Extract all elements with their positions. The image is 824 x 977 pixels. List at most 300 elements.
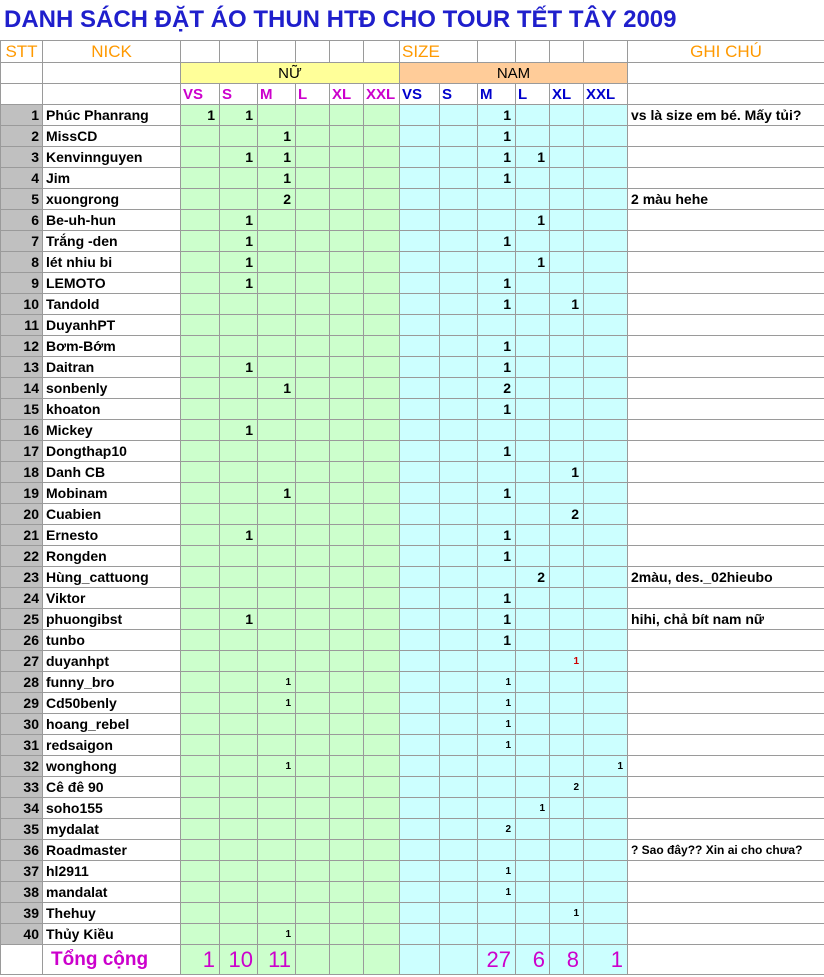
qty-nu-s — [220, 168, 258, 189]
qty-nu-vs — [181, 126, 220, 147]
note-cell — [628, 273, 824, 294]
qty-nu-m — [258, 210, 296, 231]
qty-nu-l — [296, 546, 330, 567]
qty-nu-s — [220, 630, 258, 651]
nick-cell: Thehuy — [43, 903, 181, 924]
table-row — [1, 903, 824, 924]
qty-nam-xxl — [584, 168, 628, 189]
qty-nam-l — [516, 504, 550, 525]
qty-nu-l — [296, 882, 330, 903]
qty-nu-xl — [330, 252, 364, 273]
nick-cell: Cuabien — [43, 504, 181, 525]
nick-cell: Trắng -den — [43, 231, 181, 252]
qty-nam-xl — [550, 105, 584, 126]
row-number: 29 — [1, 693, 43, 714]
qty-nam-vs — [400, 777, 440, 798]
nick-cell: Hùng_cattuong — [43, 567, 181, 588]
qty-nam-s — [440, 504, 478, 525]
qty-nam-vs — [400, 294, 440, 315]
qty-nam-xxl — [584, 357, 628, 378]
qty-nam-xxl — [584, 462, 628, 483]
qty-nu-s — [220, 861, 258, 882]
qty-nu-s — [220, 441, 258, 462]
qty-nam-s — [440, 714, 478, 735]
qty-nu-l — [296, 504, 330, 525]
qty-nu-l — [296, 840, 330, 861]
nu-header: NỮ — [181, 63, 400, 84]
nick-cell: Phúc Phanrang — [43, 105, 181, 126]
row-number: 30 — [1, 714, 43, 735]
qty-nu-s: 1 — [220, 105, 258, 126]
qty-nu-m — [258, 357, 296, 378]
note-cell — [628, 420, 824, 441]
qty-nam-vs — [400, 504, 440, 525]
row-number: 22 — [1, 546, 43, 567]
qty-nam-vs — [400, 420, 440, 441]
qty-nu-s — [220, 126, 258, 147]
qty-nam-m — [478, 462, 516, 483]
nick-cell: DuyanhPT — [43, 315, 181, 336]
qty-nu-xxl — [364, 420, 400, 441]
note-cell — [628, 336, 824, 357]
row-number: 39 — [1, 903, 43, 924]
qty-nu-m: 1 — [258, 168, 296, 189]
nick-cell: lét nhiu bi — [43, 252, 181, 273]
qty-nam-xxl — [584, 273, 628, 294]
qty-nu-vs — [181, 252, 220, 273]
qty-nam-vs — [400, 126, 440, 147]
row-number: 8 — [1, 252, 43, 273]
qty-nu-xl — [330, 441, 364, 462]
row-number: 36 — [1, 840, 43, 861]
qty-nam-m: 1 — [478, 399, 516, 420]
qty-nam-m: 1 — [478, 105, 516, 126]
qty-nam-xxl — [584, 882, 628, 903]
qty-nam-xxl — [584, 693, 628, 714]
qty-nam-m: 1 — [478, 126, 516, 147]
nam-header: NAM — [400, 63, 628, 84]
qty-nu-xxl — [364, 714, 400, 735]
qty-nu-l — [296, 756, 330, 777]
nick-cell: Roadmaster — [43, 840, 181, 861]
qty-nam-m: 1 — [478, 231, 516, 252]
qty-nam-l — [516, 819, 550, 840]
qty-nam-xxl — [584, 651, 628, 672]
note-cell — [628, 819, 824, 840]
table-row — [1, 819, 824, 840]
note-cell — [628, 714, 824, 735]
qty-nu-xl — [330, 357, 364, 378]
row-number: 40 — [1, 924, 43, 945]
nick-cell: tunbo — [43, 630, 181, 651]
qty-nam-vs — [400, 147, 440, 168]
qty-nam-s — [440, 651, 478, 672]
qty-nam-xxl — [584, 714, 628, 735]
qty-nam-xxl — [584, 252, 628, 273]
table-row — [1, 105, 824, 126]
qty-nam-l — [516, 840, 550, 861]
note-cell — [628, 315, 824, 336]
note-cell — [628, 798, 824, 819]
table-row — [1, 294, 824, 315]
qty-nu-xl — [330, 294, 364, 315]
qty-nam-xl — [550, 441, 584, 462]
qty-nam-l — [516, 378, 550, 399]
qty-nam-s — [440, 147, 478, 168]
note-cell: 2 màu hehe — [628, 189, 824, 210]
table-row — [1, 861, 824, 882]
qty-nu-xl — [330, 399, 364, 420]
row-number: 26 — [1, 630, 43, 651]
table-row — [1, 399, 824, 420]
qty-nu-s — [220, 378, 258, 399]
qty-nu-l — [296, 210, 330, 231]
row-number: 35 — [1, 819, 43, 840]
qty-nu-m — [258, 651, 296, 672]
qty-nu-l — [296, 483, 330, 504]
qty-nu-xxl — [364, 336, 400, 357]
qty-nam-xl — [550, 609, 584, 630]
qty-nu-m — [258, 441, 296, 462]
qty-nu-l — [296, 714, 330, 735]
row-number: 1 — [1, 105, 43, 126]
note-cell — [628, 252, 824, 273]
qty-nam-l — [516, 462, 550, 483]
qty-nu-xl — [330, 525, 364, 546]
nick-cell: Kenvinnguyen — [43, 147, 181, 168]
qty-nu-xxl — [364, 924, 400, 945]
qty-nam-vs — [400, 357, 440, 378]
qty-nu-m — [258, 105, 296, 126]
qty-nam-m — [478, 420, 516, 441]
table-row — [1, 525, 824, 546]
qty-nam-xl: 1 — [550, 294, 584, 315]
qty-nu-m — [258, 609, 296, 630]
qty-nam-xxl — [584, 588, 628, 609]
nick-header: NICK — [43, 41, 181, 63]
qty-nam-m: 1 — [478, 441, 516, 462]
row-number: 16 — [1, 420, 43, 441]
note-cell — [628, 756, 824, 777]
qty-nu-m — [258, 336, 296, 357]
qty-nam-xxl — [584, 735, 628, 756]
qty-nam-xl — [550, 882, 584, 903]
qty-nam-s — [440, 441, 478, 462]
qty-nam-l — [516, 714, 550, 735]
note-cell — [628, 441, 824, 462]
qty-nam-vs — [400, 462, 440, 483]
table-row — [1, 693, 824, 714]
qty-nu-xl — [330, 609, 364, 630]
table-row — [1, 315, 824, 336]
qty-nu-xxl — [364, 525, 400, 546]
qty-nu-s: 1 — [220, 273, 258, 294]
qty-nam-xxl — [584, 546, 628, 567]
nick-cell: funny_bro — [43, 672, 181, 693]
table-row — [1, 714, 824, 735]
qty-nam-m — [478, 252, 516, 273]
size-header-nu-xl: XL — [330, 84, 364, 105]
row-number: 27 — [1, 651, 43, 672]
qty-nu-vs — [181, 819, 220, 840]
qty-nam-s — [440, 336, 478, 357]
qty-nam-l — [516, 546, 550, 567]
qty-nu-m — [258, 630, 296, 651]
row-number: 4 — [1, 168, 43, 189]
qty-nam-vs — [400, 735, 440, 756]
qty-nam-m — [478, 840, 516, 861]
note-cell — [628, 126, 824, 147]
nick-cell: MissCD — [43, 126, 181, 147]
note-cell — [628, 924, 824, 945]
note-cell: 2màu, des._02hieubo — [628, 567, 824, 588]
qty-nam-vs — [400, 693, 440, 714]
qty-nam-m — [478, 315, 516, 336]
qty-nu-xxl — [364, 609, 400, 630]
qty-nam-xxl — [584, 483, 628, 504]
note-cell — [628, 504, 824, 525]
qty-nam-s — [440, 924, 478, 945]
qty-nu-xl — [330, 273, 364, 294]
qty-nu-s: 1 — [220, 420, 258, 441]
qty-nu-m: 2 — [258, 189, 296, 210]
qty-nam-l — [516, 231, 550, 252]
qty-nam-xl — [550, 924, 584, 945]
nick-cell: Thủy Kiều — [43, 924, 181, 945]
size-header-nam-m: M — [478, 84, 516, 105]
qty-nu-s — [220, 819, 258, 840]
qty-nu-l — [296, 525, 330, 546]
qty-nu-xxl — [364, 882, 400, 903]
qty-nam-l — [516, 588, 550, 609]
qty-nam-vs — [400, 588, 440, 609]
qty-nu-xxl — [364, 378, 400, 399]
qty-nam-vs — [400, 273, 440, 294]
qty-nam-xl — [550, 546, 584, 567]
table-row — [1, 252, 824, 273]
qty-nu-xxl — [364, 462, 400, 483]
table-row — [1, 189, 824, 210]
qty-nu-xxl — [364, 126, 400, 147]
qty-nu-s — [220, 483, 258, 504]
qty-nam-vs — [400, 546, 440, 567]
qty-nam-m: 2 — [478, 378, 516, 399]
qty-nam-xl: 2 — [550, 777, 584, 798]
qty-nu-m — [258, 462, 296, 483]
qty-nu-s: 1 — [220, 525, 258, 546]
qty-nam-s — [440, 420, 478, 441]
total-nu-m: 11 — [258, 945, 296, 975]
qty-nu-l — [296, 294, 330, 315]
qty-nam-vs — [400, 105, 440, 126]
qty-nam-xl: 1 — [550, 651, 584, 672]
qty-nu-xxl — [364, 735, 400, 756]
qty-nam-xl — [550, 336, 584, 357]
qty-nu-l — [296, 378, 330, 399]
qty-nam-s — [440, 861, 478, 882]
qty-nam-vs — [400, 336, 440, 357]
qty-nam-xxl — [584, 147, 628, 168]
qty-nu-l — [296, 231, 330, 252]
qty-nam-xl — [550, 273, 584, 294]
qty-nam-vs — [400, 672, 440, 693]
qty-nam-s — [440, 672, 478, 693]
qty-nam-xl — [550, 756, 584, 777]
qty-nu-l — [296, 735, 330, 756]
qty-nu-l — [296, 441, 330, 462]
table-row — [1, 357, 824, 378]
qty-nu-xxl — [364, 210, 400, 231]
table-row — [1, 798, 824, 819]
qty-nu-s: 1 — [220, 357, 258, 378]
nick-cell: Danh CB — [43, 462, 181, 483]
row-number: 11 — [1, 315, 43, 336]
qty-nu-vs — [181, 546, 220, 567]
qty-nu-s — [220, 735, 258, 756]
qty-nu-l — [296, 399, 330, 420]
qty-nam-l — [516, 861, 550, 882]
nick-cell: sonbenly — [43, 378, 181, 399]
qty-nam-vs — [400, 903, 440, 924]
qty-nam-l — [516, 882, 550, 903]
qty-nu-xl — [330, 840, 364, 861]
qty-nam-l — [516, 777, 550, 798]
qty-nam-s — [440, 546, 478, 567]
qty-nam-xxl — [584, 609, 628, 630]
qty-nam-xxl — [584, 105, 628, 126]
qty-nam-l — [516, 315, 550, 336]
qty-nu-m — [258, 840, 296, 861]
qty-nam-m — [478, 210, 516, 231]
qty-nu-vs — [181, 420, 220, 441]
qty-nu-xl — [330, 588, 364, 609]
qty-nu-xxl — [364, 105, 400, 126]
qty-nu-vs — [181, 483, 220, 504]
qty-nu-xxl — [364, 483, 400, 504]
qty-nu-xxl — [364, 357, 400, 378]
table-row — [1, 168, 824, 189]
nick-cell: xuongrong — [43, 189, 181, 210]
qty-nu-m: 1 — [258, 126, 296, 147]
qty-nu-xl — [330, 546, 364, 567]
qty-nu-l — [296, 588, 330, 609]
qty-nu-vs: 1 — [181, 105, 220, 126]
qty-nu-s — [220, 588, 258, 609]
qty-nu-m — [258, 315, 296, 336]
qty-nam-l: 1 — [516, 147, 550, 168]
qty-nu-m — [258, 735, 296, 756]
qty-nu-m: 1 — [258, 147, 296, 168]
qty-nu-xl — [330, 336, 364, 357]
qty-nam-vs — [400, 483, 440, 504]
qty-nam-xl — [550, 357, 584, 378]
qty-nu-xl — [330, 483, 364, 504]
qty-nu-xxl — [364, 861, 400, 882]
qty-nu-xl — [330, 189, 364, 210]
qty-nam-s — [440, 525, 478, 546]
row-number: 15 — [1, 399, 43, 420]
note-cell: ? Sao đây?? Xin ai cho chưa? — [628, 840, 824, 861]
qty-nu-vs — [181, 273, 220, 294]
note-cell — [628, 483, 824, 504]
qty-nam-vs — [400, 315, 440, 336]
qty-nam-xxl — [584, 567, 628, 588]
qty-nam-s — [440, 483, 478, 504]
qty-nu-m: 1 — [258, 756, 296, 777]
nick-cell: khoaton — [43, 399, 181, 420]
qty-nu-xxl — [364, 273, 400, 294]
qty-nam-l — [516, 189, 550, 210]
table-row — [1, 483, 824, 504]
qty-nu-l — [296, 609, 330, 630]
qty-nu-l — [296, 357, 330, 378]
qty-nam-xxl — [584, 231, 628, 252]
nick-cell: mydalat — [43, 819, 181, 840]
qty-nu-l — [296, 903, 330, 924]
table-row — [1, 147, 824, 168]
note-cell — [628, 378, 824, 399]
qty-nu-vs — [181, 840, 220, 861]
qty-nam-xxl — [584, 525, 628, 546]
qty-nam-m: 1 — [478, 882, 516, 903]
qty-nam-l — [516, 651, 550, 672]
table-row — [1, 840, 824, 861]
qty-nam-s — [440, 105, 478, 126]
qty-nam-s — [440, 399, 478, 420]
total-nam-l: 6 — [516, 945, 550, 975]
qty-nam-xxl — [584, 378, 628, 399]
table-row — [1, 126, 824, 147]
qty-nam-vs — [400, 399, 440, 420]
table-row — [1, 651, 824, 672]
table-row — [1, 630, 824, 651]
nick-cell: hl2911 — [43, 861, 181, 882]
qty-nam-xl — [550, 672, 584, 693]
qty-nam-l — [516, 336, 550, 357]
qty-nam-s — [440, 210, 478, 231]
qty-nam-l — [516, 168, 550, 189]
qty-nam-s — [440, 819, 478, 840]
table-row — [1, 441, 824, 462]
qty-nam-m — [478, 567, 516, 588]
qty-nu-l — [296, 567, 330, 588]
qty-nam-xl — [550, 168, 584, 189]
qty-nu-xxl — [364, 903, 400, 924]
row-number: 33 — [1, 777, 43, 798]
nick-cell: wonghong — [43, 756, 181, 777]
qty-nu-xl — [330, 882, 364, 903]
gender-row — [1, 63, 824, 84]
qty-nu-xxl — [364, 630, 400, 651]
qty-nu-xxl — [364, 147, 400, 168]
qty-nam-vs — [400, 924, 440, 945]
qty-nu-m: 1 — [258, 924, 296, 945]
qty-nu-vs — [181, 357, 220, 378]
qty-nu-vs — [181, 630, 220, 651]
qty-nu-l — [296, 273, 330, 294]
qty-nu-vs — [181, 735, 220, 756]
row-number: 25 — [1, 609, 43, 630]
table-row — [1, 462, 824, 483]
qty-nu-l — [296, 777, 330, 798]
qty-nu-xxl — [364, 651, 400, 672]
qty-nu-xl — [330, 651, 364, 672]
qty-nam-m: 1 — [478, 546, 516, 567]
row-number: 14 — [1, 378, 43, 399]
qty-nu-l — [296, 924, 330, 945]
qty-nam-vs — [400, 882, 440, 903]
size-header-nam-xxl: XXL — [584, 84, 628, 105]
